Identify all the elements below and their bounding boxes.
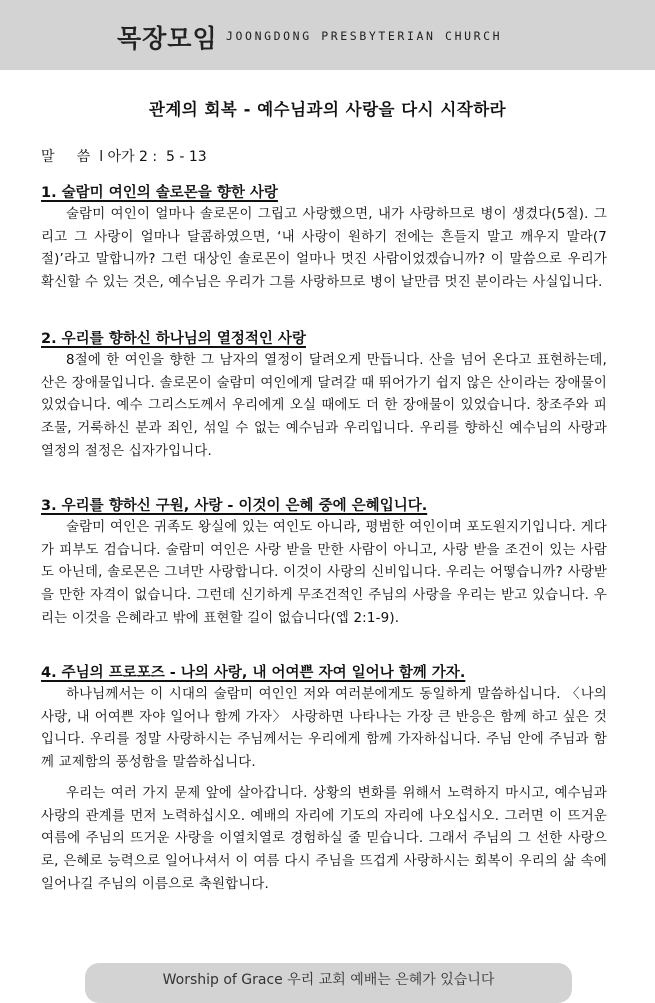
- scripture-reference: 말 씀 l 아가 2 : 5 - 13: [41, 149, 207, 165]
- section-paragraph: 하나님께서는 이 시대의 술람미 여인인 저와 여러분에게도 동일하게 말씀하십니다. 〈나의 사랑, 내 어여쁜 자야 일어나 함께 가자〉 사랑하면 나타나는 가장 큰 반응은 함께 하고 싶은 것입니다. 우리를 정말 사랑하시는 주님께서는 우리에게 함께 가자하십니다. 주님 안에 주님과 함께 교제함의 풍성함을 말씀하십니다.: [41, 687, 607, 771]
- footer-banner: [85, 963, 572, 1003]
- page-title: 관계의 회복 - 예수님과의 사랑을 다시 시작하라: [148, 100, 507, 119]
- section-heading: 4. 주님의 프로포즈 - 나의 사랑, 내 어여쁜 자여 일어나 함께 가자.: [41, 665, 466, 681]
- section-4: [41, 663, 607, 896]
- footer-text: Worship of Grace 우리 교회 예배는 은혜가 있습니다: [162, 972, 495, 988]
- section-paragraph: 술람미 여인이 얼마나 솔로몬이 그립고 사랑했으면, 내가 사랑하므로 병이 생겼다(5절). 그리고 그 사랑이 얼마나 달콤하였으면, ‘내 사랑이 원하기 전에는 흔들지 말고 깨우지 말라(7절)’라고 말합니까? 그런 대상인 솔로몬이 얼마나 멋진 사람이었겠습니까? 이 말씀으로 우리가 확신할 수 있는 것은, 예수님은 우리가 그를 사랑하므로 병이 날만큼 멋진 분이라는 사실입니다.: [41, 207, 607, 291]
- section-2: [41, 329, 607, 464]
- church-name: JOONGDONG PRESBYTERIAN CHURCH: [226, 29, 503, 43]
- header-title: 목장모임: [117, 24, 218, 53]
- header-bar: [0, 0, 655, 70]
- section-paragraph: 8절에 한 여인을 향한 그 남자의 열정이 달려오게 만듭니다. 산을 넘어 온다고 표현하는데, 산은 장애물입니다. 솔로몬이 술람미 여인에게 달려갈 때 뛰어가기 쉽지 않은 산이라는 장애물이 있었습니다. 예수 그리스도께서 우리에게 오실 때에도 더 한 장애물이 있었습니다. 창조주와 피조물, 거룩하신 분과 죄인, 섞일 수 없는 예수님과 우리입니다. 우리를 향하신 예수님의 사랑과 열정의 절정은 십자가입니다.: [41, 353, 607, 459]
- section-1: [41, 183, 607, 295]
- section-paragraph: 우리는 여러 가지 문제 앞에 살아갑니다. 상황의 변화를 위해서 노력하지 마시고, 예수님과 사랑의 관계를 먼저 노력하십시오. 예배의 자리에 기도의 자리에 나오십시오. 그러면 이 뜨거운 여름에 주님의 뜨거운 사랑을 이열치열로 경험하실 줄 믿습니다. 그래서 주님의 그 선한 사랑으로, 은혜로 능력으로 일어나셔서 이 여름 다시 주님을 뜨겁게 사랑하시는 회복이 우리의 삶 속에 일어나길 주님의 이름으로 축원합니다.: [41, 785, 607, 892]
- section-3: [41, 496, 607, 631]
- section-heading: 2. 우리를 향하신 하나님의 열정적인 사랑: [41, 331, 306, 347]
- section-paragraph: 술람미 여인은 귀족도 왕실에 있는 여인도 아니라, 평범한 여인이며 포도원지기입니다. 게다가 피부도 검습니다. 술람미 여인은 사랑 받을 만한 사람이 아니고, 사랑 받을 조건이 있는 사람도 아닌데, 솔로몬은 그녀만 사랑합니다. 이것이 사랑의 신비입니다. 우리는 어떻습니까? 사랑받을 만한 자격이 없습니다. 그런데 신기하게 무조건적인 주님의 사랑을 우리는 받고 있습니다. 우리는 이것을 은혜라고 밖에 표현할 길이 없습니다(엡 2:1-9).: [41, 520, 607, 626]
- section-heading: 1. 술람미 여인의 솔로몬을 향한 사랑: [41, 185, 278, 201]
- section-heading: 3. 우리를 향하신 구원, 사랑 - 이것이 은혜 중에 은혜입니다.: [41, 498, 428, 514]
